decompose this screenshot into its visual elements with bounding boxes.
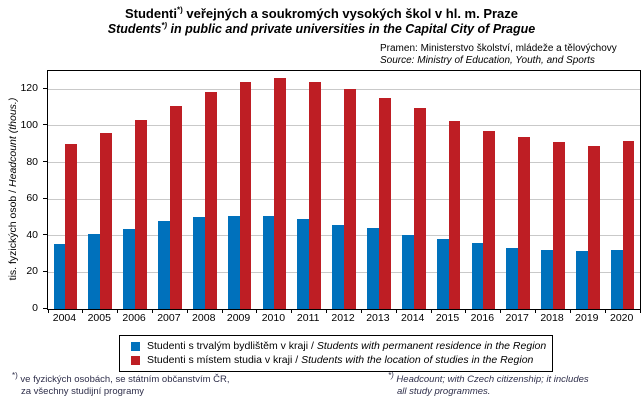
legend-label-english: Students with the location of studies in the Region xyxy=(301,354,534,366)
legend-label-english: Students with permanent residence in the Region xyxy=(316,340,547,352)
x-axis-label-2017: 2017 xyxy=(505,312,529,324)
bar-2009-permanent-residence xyxy=(228,216,240,309)
bar-2009-location-of-studies xyxy=(240,82,252,309)
footnote-english-text2: all study programmes. xyxy=(397,386,491,397)
x-axis-label-2006: 2006 xyxy=(122,312,146,324)
y-axis-title-english: Headcount (thous.) xyxy=(7,97,19,187)
bar-2005-permanent-residence xyxy=(88,234,100,309)
footnote-czech-line1 xyxy=(12,370,230,386)
bar-2011-permanent-residence xyxy=(297,219,309,309)
y-tick-label-60: 60 xyxy=(26,192,38,205)
bar-2016-location-of-studies xyxy=(483,131,495,310)
bar-group-2015 xyxy=(431,71,466,309)
bar-group-2007 xyxy=(152,71,187,309)
bar-2015-location-of-studies xyxy=(449,121,461,309)
bar-2004-permanent-residence xyxy=(54,244,66,309)
subtitle-footnote-mark: *) xyxy=(161,20,168,30)
y-tick-label-0: 0 xyxy=(32,302,38,314)
bar-2014-location-of-studies xyxy=(414,108,426,309)
bar-2007-location-of-studies xyxy=(170,106,182,309)
bar-2012-location-of-studies xyxy=(344,89,356,309)
bar-2012-permanent-residence xyxy=(332,225,344,309)
footnote-czech-text1: ve fyzických osobách, se státním občanstvím ČR, xyxy=(20,374,230,385)
y-axis-title-czech: tis. fyzických osob / xyxy=(7,186,19,281)
legend-label xyxy=(147,354,533,367)
bar-2004-location-of-studies xyxy=(65,144,77,309)
bar-2010-permanent-residence xyxy=(263,216,275,309)
x-axis-label-2020: 2020 xyxy=(609,312,634,324)
x-axis xyxy=(47,312,639,324)
bar-2017-location-of-studies xyxy=(518,137,530,309)
plot-area xyxy=(47,70,641,310)
bar-group-2008 xyxy=(187,71,222,309)
footnote-english-line1 xyxy=(388,370,589,386)
x-axis-label-2008: 2008 xyxy=(192,312,216,324)
subtitle-text: Students xyxy=(107,22,162,36)
legend-swatch-permanent-residence xyxy=(131,342,140,351)
title-text: Studenti xyxy=(124,6,177,21)
y-tick-label-100: 100 xyxy=(20,118,38,131)
source-block xyxy=(380,43,617,67)
footnote-mark: *) xyxy=(388,370,394,380)
bar-group-2014 xyxy=(396,71,431,309)
bar-2006-permanent-residence xyxy=(123,229,135,309)
subtitle-text-rest: in public and private universities in the Capital City of Prague xyxy=(167,22,536,36)
bar-group-2010 xyxy=(257,71,292,309)
footnote-mark: *) xyxy=(12,370,18,380)
bar-2013-location-of-studies xyxy=(379,98,391,309)
title-text-rest: veřejných a soukromých vysokých škol v hl. m. Praze xyxy=(182,6,519,21)
bar-group-2006 xyxy=(118,71,153,309)
x-axis-label-2014: 2014 xyxy=(401,312,425,324)
bar-2015-permanent-residence xyxy=(437,239,449,309)
page-subtitle xyxy=(0,22,643,37)
footnote-czech xyxy=(12,370,230,398)
title-block xyxy=(0,6,643,37)
bar-2019-permanent-residence xyxy=(576,251,588,309)
bar-2008-location-of-studies xyxy=(205,92,217,309)
bar-2018-permanent-residence xyxy=(541,250,553,310)
bar-group-2013 xyxy=(361,71,396,309)
legend-item-permanent-residence xyxy=(131,340,552,353)
y-tick-label-40: 40 xyxy=(26,228,38,241)
legend-label-czech: Studenti s trvalým bydlištěm v kraji / xyxy=(147,340,317,352)
legend-label-czech: Studenti s místem studia v kraji / xyxy=(147,354,302,366)
bar-group-2004 xyxy=(48,71,83,309)
source-line-czech: Pramen: Ministerstvo školství, mládeže a tělovýchovy xyxy=(380,43,617,54)
bar-2010-location-of-studies xyxy=(274,78,286,309)
x-axis-label-2015: 2015 xyxy=(435,312,460,324)
bar-group-2011 xyxy=(292,71,327,309)
y-tick-label-80: 80 xyxy=(26,155,38,168)
bar-group-2016 xyxy=(466,71,501,309)
x-axis-label-2019: 2019 xyxy=(575,312,599,324)
bar-group-2017 xyxy=(501,71,536,309)
x-axis-label-2005: 2005 xyxy=(87,312,111,324)
x-axis-label-2004: 2004 xyxy=(52,312,77,324)
x-axis-label-2011: 2011 xyxy=(296,312,320,324)
x-axis-label-2013: 2013 xyxy=(366,312,390,324)
bar-group-2012 xyxy=(327,71,362,309)
x-axis-label-2012: 2012 xyxy=(331,312,355,324)
bar-group-2005 xyxy=(83,71,118,309)
bar-2020-permanent-residence xyxy=(611,250,623,310)
bar-2017-permanent-residence xyxy=(506,248,518,309)
x-tick xyxy=(640,310,641,313)
bar-2006-location-of-studies xyxy=(135,120,147,309)
footnote-czech-text2: za všechny studijní programy xyxy=(21,386,145,397)
legend-swatch-location-of-studies xyxy=(131,356,140,365)
legend-label xyxy=(147,340,546,353)
legend-item-location-of-studies xyxy=(131,354,552,367)
page-title xyxy=(0,6,643,22)
y-tick-label-120: 120 xyxy=(20,82,38,95)
legend xyxy=(119,335,553,372)
bar-2014-permanent-residence xyxy=(402,235,414,309)
footnote-english xyxy=(388,370,589,398)
x-axis-label-2010: 2010 xyxy=(261,312,286,324)
x-axis-label-2016: 2016 xyxy=(470,312,495,324)
bar-2019-location-of-studies xyxy=(588,146,600,309)
x-axis-label-2018: 2018 xyxy=(540,312,564,324)
footnote-english-text1: Headcount; with Czech citizenship; it includes xyxy=(396,374,589,385)
bar-2020-location-of-studies xyxy=(623,141,635,309)
bar-group-2020 xyxy=(605,71,640,309)
bar-2018-location-of-studies xyxy=(553,142,565,309)
bar-2013-permanent-residence xyxy=(367,228,379,309)
y-tick-label-20: 20 xyxy=(26,265,38,278)
y-axis xyxy=(0,70,47,314)
bar-group-2009 xyxy=(222,71,257,309)
bar-2011-location-of-studies xyxy=(309,82,321,309)
title-footnote-mark: *) xyxy=(176,5,183,15)
source-line-english: Source: Ministry of Education, Youth, and Sports xyxy=(380,55,595,66)
bar-2005-location-of-studies xyxy=(100,133,112,309)
x-axis-label-2009: 2009 xyxy=(226,312,251,324)
bar-group-2019 xyxy=(570,71,605,309)
bar-2007-permanent-residence xyxy=(158,221,170,309)
bar-group-2018 xyxy=(536,71,571,309)
bar-2008-permanent-residence xyxy=(193,217,205,309)
bar-2016-permanent-residence xyxy=(472,243,484,309)
x-axis-label-2007: 2007 xyxy=(157,312,181,324)
